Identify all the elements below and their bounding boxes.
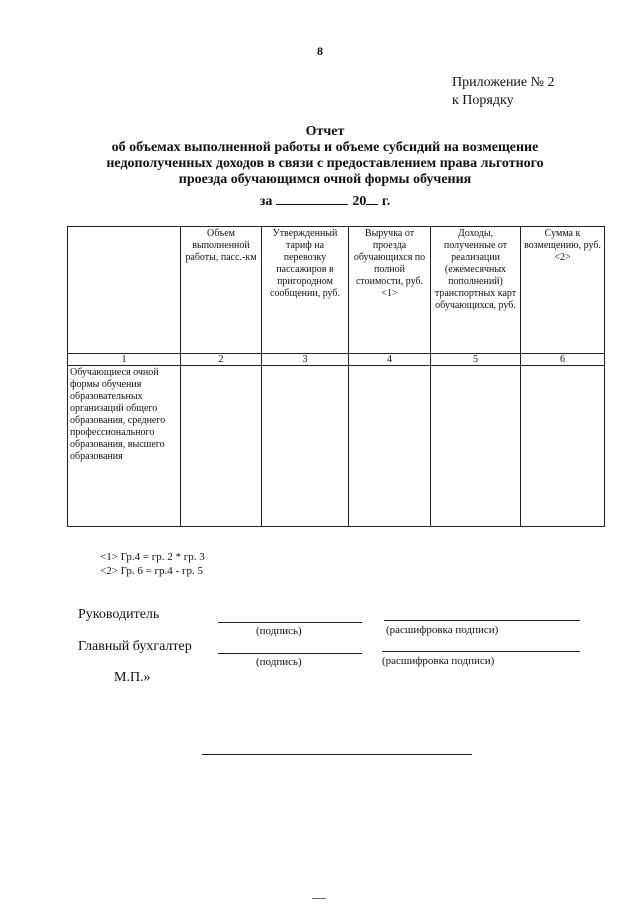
header-cell: Объем выполненной работы, пасс.-км xyxy=(181,227,262,354)
column-number: 1 xyxy=(68,354,181,366)
scan-mark xyxy=(312,898,326,899)
bottom-separator-line xyxy=(202,754,472,755)
accountant-label: Главный бухгалтер xyxy=(78,639,192,654)
report-period xyxy=(60,192,590,210)
title-line-1: об объемах выполненной работы и объеме субсидий на возмещение xyxy=(111,140,539,155)
table-row xyxy=(68,366,605,527)
header-cell: Сумма к возмещению, руб.<2> xyxy=(521,227,605,354)
appendix-line-1: Приложение № 2 xyxy=(452,75,555,90)
header-cell: Выручка от проезда обучающихся по полной стоимости, руб. <1> xyxy=(349,227,431,354)
footnote-2: <2> Гр. 6 = гр.4 - гр. 5 xyxy=(100,565,203,577)
data-cell xyxy=(181,366,262,527)
data-cell xyxy=(431,366,521,527)
year-suffix: г. xyxy=(381,194,391,209)
accountant-signature-line xyxy=(218,653,362,654)
report-title xyxy=(60,124,590,210)
head-decoding-line xyxy=(384,620,580,621)
accountant-decoding-caption: (расшифровка подписи) xyxy=(382,655,495,667)
period-blank xyxy=(276,192,348,205)
table-header-row xyxy=(68,227,605,354)
title-heading: Отчет xyxy=(305,124,345,139)
data-cell xyxy=(521,366,605,527)
head-signature-line xyxy=(218,622,362,623)
title-line-2: недополученных доходов в связи с предоставлением права льготного xyxy=(106,156,544,171)
data-cell xyxy=(262,366,349,527)
column-number: 5 xyxy=(431,354,521,366)
footnotes xyxy=(100,550,205,578)
page-number: 8 xyxy=(317,44,323,58)
report-table xyxy=(67,226,605,527)
column-number-row xyxy=(68,354,605,366)
row-label-cell: Обучающиеся очной формы обучения образовательных организаций общего образования, среднего профессионального образования, высшего образования xyxy=(68,366,181,527)
accountant-decoding-line xyxy=(382,651,580,652)
column-number: 3 xyxy=(262,354,349,366)
year-prefix: 20 xyxy=(352,194,367,209)
period-prefix: за xyxy=(259,194,273,209)
accountant-signature-caption: (подпись) xyxy=(256,656,302,668)
column-number: 6 xyxy=(521,354,605,366)
column-number: 2 xyxy=(181,354,262,366)
appendix-header xyxy=(452,74,555,110)
head-signature-caption: (подпись) xyxy=(256,625,302,637)
head-label: Руководитель xyxy=(78,607,160,622)
header-cell: Доходы, полученные от реализации (ежемесячных пополнений) транспортных карт обучающихся, руб. xyxy=(431,227,521,354)
year-blank xyxy=(366,192,378,205)
footnote-1: <1> Гр.4 = гр. 2 * гр. 3 xyxy=(100,551,205,563)
header-cell: Утвержденный тариф на перевозку пассажиров в пригородном сообщении, руб. xyxy=(262,227,349,354)
appendix-line-2: к Порядку xyxy=(452,93,514,108)
data-cell xyxy=(349,366,431,527)
title-line-3: проезда обучающимся очной формы обучения xyxy=(178,172,472,187)
header-cell xyxy=(68,227,181,354)
head-decoding-caption: (расшифровка подписи) xyxy=(386,624,499,636)
stamp-place: М.П.» xyxy=(114,670,151,685)
column-number: 4 xyxy=(349,354,431,366)
